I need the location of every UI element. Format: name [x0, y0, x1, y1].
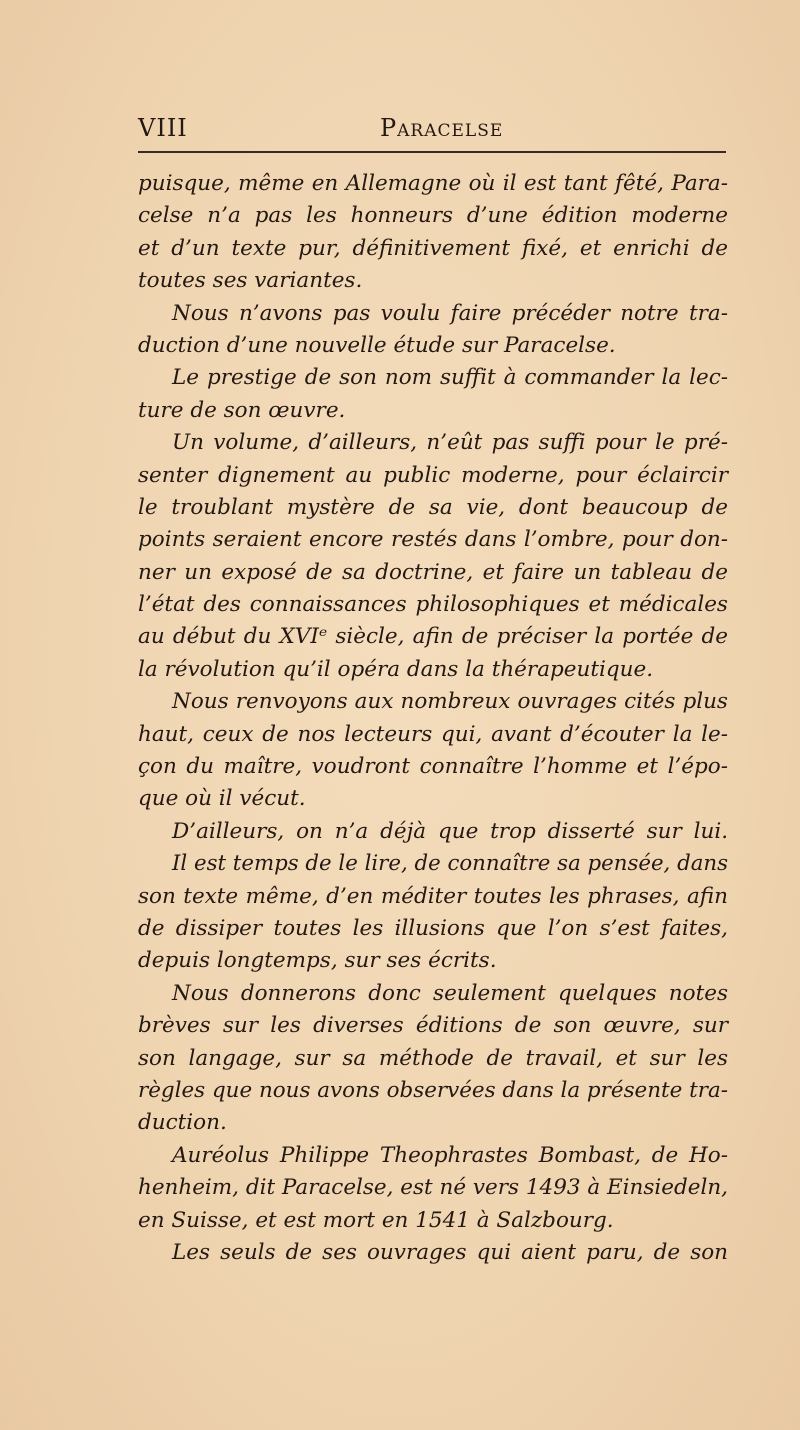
text-line: de dissiper toutes les illusions que l’on s’est faites, [138, 915, 729, 941]
text-line: Nous renvoyons aux nombreux ouvrages cités plus [172, 689, 728, 715]
text-line: la révolution qu’il opéra dans la thérapeutique. [138, 656, 654, 682]
text-line: toutes ses variantes. [138, 268, 363, 294]
text-line: l’état des connaissances philosophiques et médicales [138, 592, 728, 618]
text-line: points seraient encore restés dans l’ombre, pour don- [138, 527, 729, 553]
text-line: et d’un texte pur, définitivement fixé, et enrichi de [138, 235, 728, 261]
text-line: en Suisse, et est mort en 1541 à Salzbourg. [138, 1207, 614, 1233]
text-line: Nous n’avons pas voulu faire précéder notre tra- [172, 300, 728, 326]
text-line: duction. [138, 1110, 227, 1136]
text-line: son langage, sur sa méthode de travail, et sur les [138, 1045, 729, 1071]
text-line: D’ailleurs, on n’a déjà que trop disserté sur lui. [172, 818, 729, 844]
text-line: haut, ceux de nos lecteurs qui, avant d’écouter la le- [138, 721, 729, 747]
text-line: règles que nous avons observées dans la présente tra- [138, 1077, 728, 1103]
header-rule [138, 151, 726, 153]
page-header [138, 110, 726, 144]
text-line: au début du XVIᵉ siècle, afin de préciser la portée de [138, 624, 728, 650]
text-line: ner un exposé de sa doctrine, et faire un tableau de [138, 559, 728, 585]
text-line: que où il vécut. [138, 786, 306, 812]
text-line: Il est temps de le lire, de connaître sa pensée, dans [172, 851, 729, 877]
text-line: Nous donnerons donc seulement quelques notes [172, 980, 728, 1006]
running-title: Paracelse [380, 114, 504, 142]
text-line: depuis longtemps, sur ses écrits. [138, 948, 497, 974]
text-line: brèves sur les diverses éditions de son œuvre, sur [138, 1013, 729, 1039]
text-line: Le prestige de son nom suffit à commander la lec- [172, 365, 729, 391]
text-line: senter dignement au public moderne, pour éclaircir [138, 462, 728, 488]
text-line: Auréolus Philippe Theophrastes Bombast, de Ho- [172, 1142, 728, 1168]
text-line: puisque, même en Allemagne où il est tant fêté, Para- [138, 171, 729, 196]
text-line: Les seuls de ses ouvrages qui aient paru, de son [172, 1239, 729, 1265]
text-line: ture de son œuvre. [138, 397, 346, 423]
page-number: VIII [138, 114, 188, 142]
text-line: le troublant mystère de sa vie, dont beaucoup de [138, 494, 728, 520]
text-line: duction d’une nouvelle étude sur Paracelse. [138, 332, 616, 358]
body-text [138, 168, 728, 1269]
text-line: son texte même, d’en méditer toutes les phrases, afin [138, 883, 728, 909]
text-line: celse n’a pas les honneurs d’une édition moderne [138, 203, 728, 229]
text-line: çon du maître, voudront connaître l’homme et l’épo- [138, 754, 729, 780]
text-line: henheim, dit Paracelse, est né vers 1493 à Einsiedeln, [138, 1175, 728, 1201]
text-line: Un volume, d’ailleurs, n’eût pas suffi pour le pré- [172, 430, 728, 456]
